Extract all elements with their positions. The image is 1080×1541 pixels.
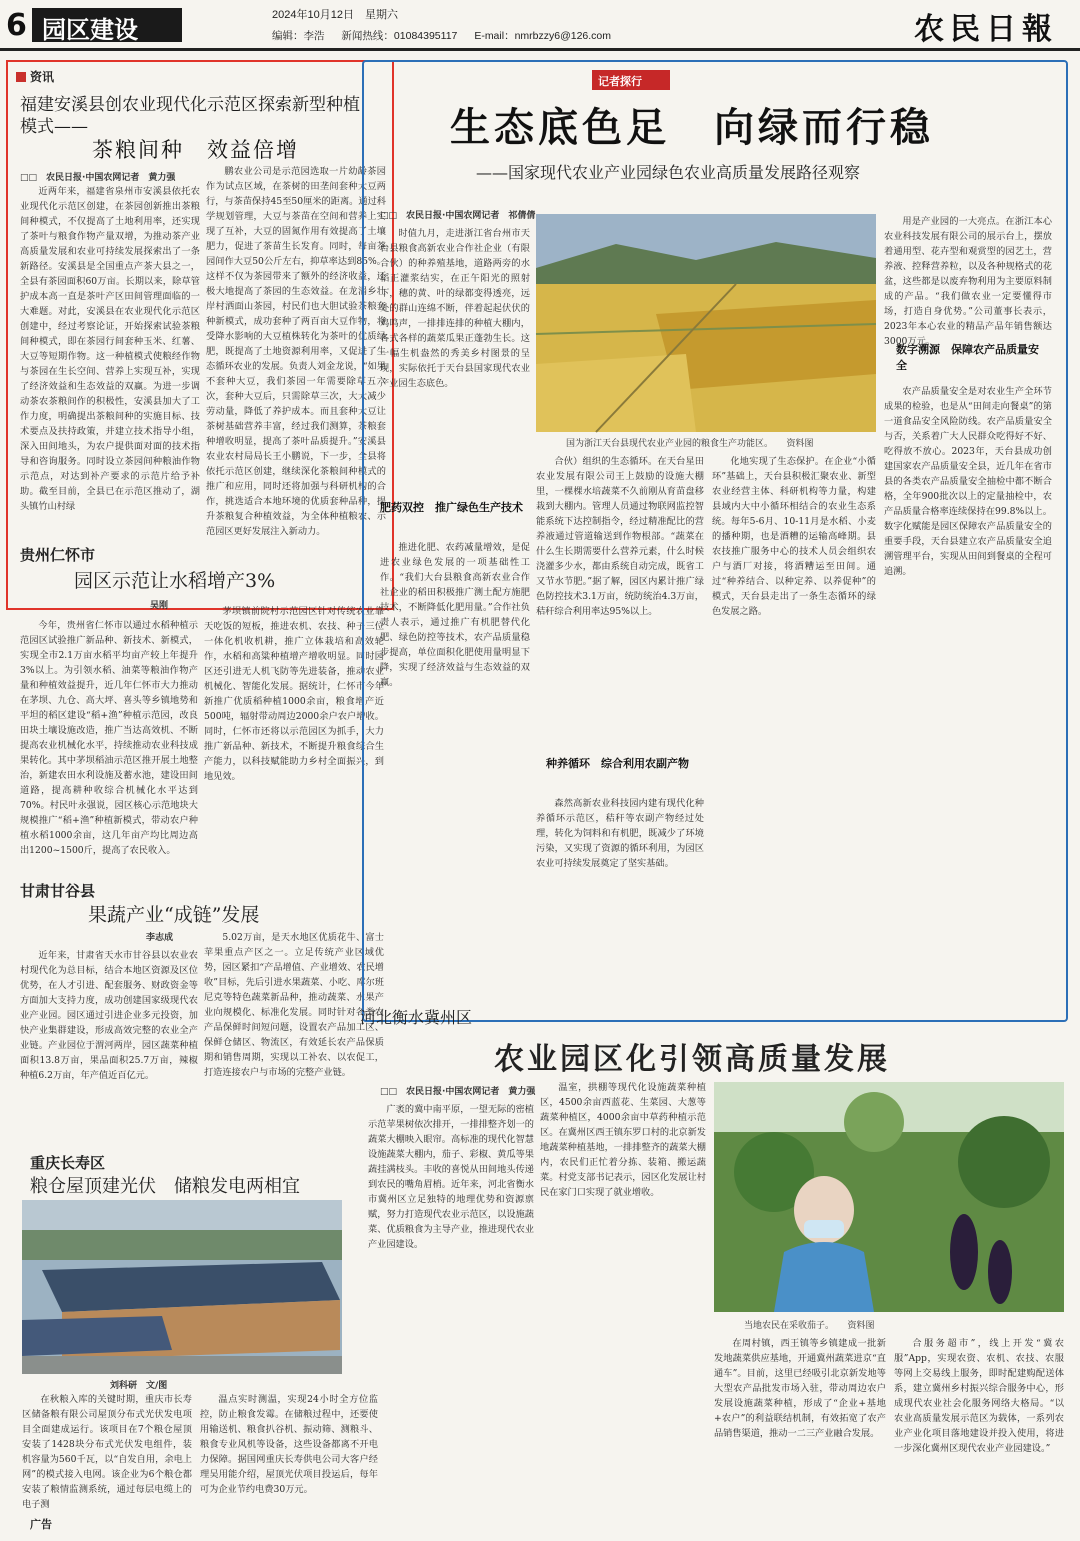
solar-warehouse-photo bbox=[22, 1200, 342, 1374]
story3-body: 近年来，甘肃省天水市甘谷县以农业农村现代化为总目标，结合本地区资源及区位优势，在人才引进、配套服务、财政资金等方面加大支持力度，成功创建国家级现代农业产业园。园区通过引进企业多元投资，加快产业集群建设，形成高效完整的农业全产业链。产业园位于渭河两岸，园区蔬菜种植面积13.8万亩，果品面积25.7万亩，辣椒种植6.2万亩，年产值近百亿元。 bbox=[20, 950, 198, 1081]
feature-byline: □□ 农民日报·中国农网记者 祁倩倩 bbox=[380, 211, 536, 221]
newspaper-logo: 农民日報 bbox=[914, 12, 1058, 47]
rice-photo-caption: 国为浙江天台县现代农业产业园的粮食生产功能区。 资料图 bbox=[566, 439, 814, 449]
story1-body-col2: 鹏农业公司是示范园选取一片幼龄茶园作为试点区域，在茶树的田垄间套种大豆两行，与茶苗保持45至50厘米的距离。通过科学规划管理，大豆与茶苗在空间和营养上实现了互补，大豆的固氮作用有效提高了土壤肥力，促进了茶苗生长发育。同时，每亩茶园间作大豆50公斤左右，抑草率达到85%。这样不仅为茶园带来了额外的经济收益，还极大地提高了茶园的生态效益。在龙涓乡壮岸村洒面山茶园，村民们也大胆试验茶粮套种新模式，成功套种了两百亩大豆作物，将受降水影响的大豆植株转化为茶叶的优质绿肥，既提高了土地资源利用率，又促进了生态循环农业的发展。负责人刘金龙说，“如果不套种大豆，我们茶园一年需要除草五六次，套种大豆后，只需除草三次，大大减少劳动量，降低了养护成本。而且套种大豆让茶树基础营养丰富，经过我们测算，茶粮套种增收明显，提高了茶叶品质提升。”安溪县农业农村局局长王小鹏说，下一步，全县将依托示范区创建，继续深化茶粮间种模式的推广和应用，同时还将加强与科研机构的合作，挑选适合本地环境的优质套种品种，提升茶粮复合种植效益，为全体种植粮农、示范园区更好发展注入新动力。 bbox=[206, 166, 386, 537]
story2-place: 贵州仁怀市 bbox=[20, 546, 96, 564]
news-label: 资讯 bbox=[16, 68, 54, 85]
hebei-col4-body: 合服务超市”，线上开发“冀农服”App，实现农资、农机、农技、农服等网上交易线上服务，即时配建购配送体系，建立冀州乡村振兴综合服务中心，形成现代农业社会化服务网络大格局。“以农业高质量发展示范区为载体，一系列农业产业化项目落地建设并投入使用，将进一步深化冀州区现代农业产业园建设。” bbox=[894, 1338, 1064, 1454]
editor-info bbox=[272, 28, 625, 43]
hebei-col2-body: 温室，拱棚等现代化设施蔬菜种植区，4500余亩西蓝花、生菜园、大葱等蔬菜种植区，4000余亩中草药种植示范区。在冀州区西王镇东罗口村的北京新发地蔬菜种植基地，一排排整齐的蔬菜大棚内，农民们正忙着分拣、装箱、搬运蔬菜。村党支部书记表示，园区化发展让村民在家门口实现了就业增收。 bbox=[540, 1082, 706, 1198]
story2-body: 今年，贵州省仁怀市以通过水稻种植示范园区试验推广新品种、新技术、新模式，实现全市2.1万亩水稻平均亩产较上年提升3%以上。为引领水稻、油菜等粮油作物产量和种植效益提升，近几年仁怀市大力推动在茅坝、九仓、高大坪、喜头等乡镇地势和平坦的稻区建设“稻+渔”种植示范园，改良田块土壤设施改造，推广当达高效机、不断提高农业机械化水平，持续推动农业科技成果转化。其中茅坝稻油示范区推开展土地整治，新建农田水利设施及蓄水池，建设田间道路，提高耕种收综合机械化水平达到70%。村民叶永强说，园区核心示范地块大规模推广“稻+渔”种植新模式，带动农户种植水稻1000余亩，这几年亩产均比周边高出1200~1500斤，提高了农民收入。 bbox=[20, 620, 198, 856]
hebei-byline: □□ 农民日报·中国农网记者 黄力强 bbox=[380, 1087, 536, 1097]
hebei-title: 农业园区化引领高质量发展 bbox=[494, 1042, 890, 1077]
story1-body: 近两年来，福建省泉州市安溪县依托农业现代化示范区创建，在茶园创新推出茶粮间种模式，不仅提高了土地利用率，还实现了茶叶与粮食作物产量双增，为推动茶产业高质量发展和农业可持续发展探索出了一条新路径。安溪县是全国重点产茶大县之一，全县有茶园面积60万亩。长期以来，除草管护成本高一直是茶叶产区田间管理面临的一大难题。对此，安溪县在农业现代化示范区创建中，经过考察论证，开始探索试验茶粮间种模式，即在茶园行间套种玉米、红薯、大豆等短期作物。这一种植模式使粮经作物与茶园在生长空间、营养上实现互补，实现了经济效益和生态效益的双赢。为进一步调动茶农茶粮间作的积极性，安溪县加大了工作力度，明确提出茶粮间种的实施目标、技术要点及扶持政策，并建立技术指导小组，深入田间地头，为农户提供面对面的技术指导和咨询服务。同时设立茶园间种粮油作物示范点，对达到补产要求的示范片给予补助。截至目前，全县已在示范区推动了，湖头镇竹山村绿 bbox=[20, 186, 200, 512]
story1-byline: □□ 农民日报·中国农网记者 黄力强 bbox=[20, 173, 176, 183]
feature-col5-body: 用是产业园的一大亮点。在浙江本心农业科技发展有限公司的展示台上，摆放着通用型、花卉型和观赏型的园艺土，营养液、控释营养粒，以及各种规格式的花盆，这些都是以废弃物利用为主要原料制成的产品。“我们做农业一定要懂得市场，打造自身优势。”公司董事长表示，2023年本心农业的精品产品年销售额达3000万元。 bbox=[884, 216, 1052, 347]
story4-place: 重庆长寿区 bbox=[30, 1154, 106, 1172]
hebei-col1-body: 广袤的冀中南平原，一望无际的密植示范苹果树依次排开，一排排整齐划一的蔬菜大棚映入眼帘。高标准的现代化智慧设施蔬菜大棚内，茄子、彩椒、黄瓜等果蔬挂满枝头。丰收的喜悦从田间地头传递到农民的嘴角眉梢。近年来，河北省衡水市冀州区立足独特的地理优势和资源禀赋，努力打造现代农业示范区，以设施蔬菜、优质粮食为主导产业，推进现代农业产业园建设。 bbox=[368, 1104, 534, 1250]
story2-byline: 吴刚 bbox=[150, 601, 169, 611]
feature-subtitle: ——国家现代农业产业园绿色农业高质量发展路径观察 bbox=[476, 163, 861, 182]
story4-body-col2: 温点实时测温，实现24小时全方位监控，防止粮食发霉。在储粮过程中，还要使用输送机、粮食扒谷机、振动筛、测粮斗、粮食专业风机等设备，这些设备都离不开电力保障。据国网重庆长寿供电公司大客户经理吴用能介绍，屋顶光伏项目投运后，每年可为企业节约电费30万元。 bbox=[200, 1394, 378, 1495]
issue-date: 2024年10月12日 星期六 bbox=[272, 9, 398, 21]
eggplant-harvest-photo bbox=[714, 1082, 1064, 1312]
email-address: E-mail：nmrbzzy6@126.com bbox=[474, 30, 612, 42]
feature-lead: 时值九月，走进浙江省台州市天台县粮食高新农业合作社企业（有限合伙）的种养殖基地，道路两旁的水稻正灌浆结实，在正午阳光的照射下，穗的黄、叶的绿都变得透亮，远处的群山连绵不断，伴着起起伏伏的鸡鸣声，一排排连排的种植大棚内，各式各样的蔬菜瓜果正蓬勃生长。这一幅生机盎然的秀美乡村图景的呈现，实际依托于天台县国家现代农业产业园生态底色。 bbox=[380, 228, 530, 389]
hebei-col3-body: 在周村镇，西王镇等乡镇建成一批新发地蔬菜供应基地，开通冀州蔬菜进京“直通车”。目前，这里已经吸引北京新发地等大型农产品批发市场入驻，带动周边农户发展设施蔬菜种植，形成了“企业+基地+农户”的利益联结机制，有效拓宽了农产品销售渠道，推动一二三产业融合发展。 bbox=[714, 1338, 886, 1439]
feature-section1-body: 推进化肥、农药减量增效，是促进农业绿色发展的一项基础性工作。“我们大台县粮食高新农业合作社企业的稻田积极推广测土配方施肥技术，不断降低化肥用量。”合作社负责人表示，通过推广有机肥替代化肥、绿色防控等技术，农产品质量稳步提高，单位面积化肥使用量明显下降，实现了经济效益与生态效益的双赢。 bbox=[380, 542, 530, 688]
story3-byline: 李志成 bbox=[146, 933, 174, 943]
feature-label: 记者探行 bbox=[592, 70, 670, 90]
story2-headline: 园区示范让水稻增产3% bbox=[74, 570, 276, 592]
feature-section2-heading: 种养循环 综合利用农副产物 bbox=[546, 757, 689, 770]
ad-label: 广告 bbox=[30, 1518, 52, 1531]
story3-headline: 果蔬产业“成链”发展 bbox=[88, 904, 260, 926]
hebei-place: 河北衡水冀州区 bbox=[360, 1008, 473, 1027]
section-title: 园区建设 bbox=[32, 8, 182, 42]
header-divider bbox=[0, 48, 1080, 51]
page-number: 6 bbox=[6, 8, 27, 43]
story1-headline: 福建安溪县创农业现代化示范区探索新型种植模式—— bbox=[20, 95, 360, 137]
editor-name: 编辑：李浩 bbox=[272, 30, 325, 42]
story2-body-col2: 茅坝镇前院村示范园区针对传统农业靠天吃饭的短板，推进农机、农技、种子三位一体化机收机耕，推广立体栽培和高效轮作，水稻和高粱种植增产增收明显。同时园区还引进无人机飞防等先进装备，推动农业机械化、智能化发展。据统计，仁怀市今年新推广优质稻种植1000余亩，粮食增产近500吨，辐射带动周边2000余户农户增收。同时，仁怀市还将以示范园区为抓手，大力推广新品种、新技术，不断提升粮食综合生产能力，以科技赋能助力乡村全面振兴，到地见效。 bbox=[204, 606, 384, 782]
label-mark-icon bbox=[16, 72, 26, 82]
story4-byline: 刘科研 文/图 bbox=[110, 1381, 168, 1391]
story4-headline: 粮仓屋顶建光伏 储粮发电两相宜 bbox=[30, 1176, 300, 1197]
news-hotline: 新闻热线：01084395117 bbox=[341, 30, 458, 42]
feature-section1-heading: 肥药双控 推广绿色生产技术 bbox=[380, 501, 523, 514]
story3-place: 甘肃甘谷县 bbox=[20, 882, 96, 900]
feature-col3-body: 合伙）组织的生态循环。在天台星田农业发展有限公司王上鼓励的设施大棚里，一棵棵水培蔬菜不久前刚从育苗盘移栽到大棚内。管理人员通过物联网监控智能系统下达控制指令，经过精准配比的营养液通过管道输送到作物根部。“蔬菜在什么生长期需要什么营养元素，什么时候浇灌多少水，都由系统自动完成，既省工又节水节肥。”据了解，园区内累计推广绿色防控技术3.1万亩，统防统治4.3万亩，秸秆综合利用率达95%以上。 bbox=[536, 456, 704, 617]
feature-section3-heading: 数字溯源 保障农产品质量安全 bbox=[896, 343, 1039, 372]
story1-subheadline: 茶粮间种 效益倍增 bbox=[92, 138, 299, 162]
feature-section2-body: 森然高新农业科技园内建有现代化种养循环示范区，秸秆等农副产物经过处理，转化为饲料和有机肥，既减少了环境污染，又实现了资源的循环利用，为园区农业可持续发展奠定了坚实基础。 bbox=[536, 798, 704, 869]
rice-field-photo bbox=[536, 214, 876, 432]
eggplant-photo-caption: 当地农民在采收茄子。 资料图 bbox=[744, 1321, 875, 1331]
story4-body: 在秋粮入库的关键时期，重庆市长寿区储备粮有限公司屋顶分布式光伏发电项目全面建成运行。该项目在7个粮仓屋顶安装了1428块分布式光伏发电组件，装机容量为560千瓦，以“自发自用，余电上网”的模式接入电网。该企业为6个粮仓都安装了粮情监测系统，通过每层电缆上的电子测 bbox=[22, 1394, 192, 1510]
feature-title: 生态底色足 向绿而行稳 bbox=[450, 104, 934, 151]
story3-body-col2: 5.02万亩，是天水地区优质花牛、富士苹果重点产区之一。立足传统产业区域优势，园区紧扣“产品增值、产业增效、农民增收”目标，先后引进水果蔬菜、小吃、库尔班尼克等特色蔬菜新品种，推动蔬菜、水果产业向规模化、标准化发展。同时针对各类农产品保鲜时间短问题，设置农产品加工区、保鲜仓储区、物流区，有效延长农产品保质期和销售周期，实现以工补农、以农促工，打造连接农户与市场的完整产业链。 bbox=[204, 932, 384, 1078]
feature-section3-body: 农产品质量安全是对农业生产全环节成果的检验，也是从“田间走向餐桌”的第一道食品安全风险防线。农产品质量安全与否，关系着广大人民群众吃得好不好、吃得放不放心。2023年，天台县成功创建国家农产品质量安全县，近几年在省市县的各类农产品质量安全抽检中都不断合格，全年900批次以上的定量抽检中，农产品质量合格率连续保持在99.8%以上。数字化赋能是园区保障农产品质量安全的重要手段，天台县建立农产品质量安全追溯管理平台，实现从田间到餐桌的全程可追溯。 bbox=[884, 386, 1052, 577]
feature-col4-body: 化地实现了生态保护。在企业“小循环”基础上，天台县积极汇聚农业、新型农业经营主体、科研机构等力量，构建县域内大中小循环相结合的农业生态系统。每年5-6月、10-11月是水稻、小麦的播种期，也是酒糟的运输高峰期。县农技推广服务中心的技术人员会组织农户与酒厂对接，将酒糟运至田间。通过“种养结合、以种定养、以养促种”的模式，天台县走出了一条生态循环的绿色发展之路。 bbox=[712, 456, 876, 617]
